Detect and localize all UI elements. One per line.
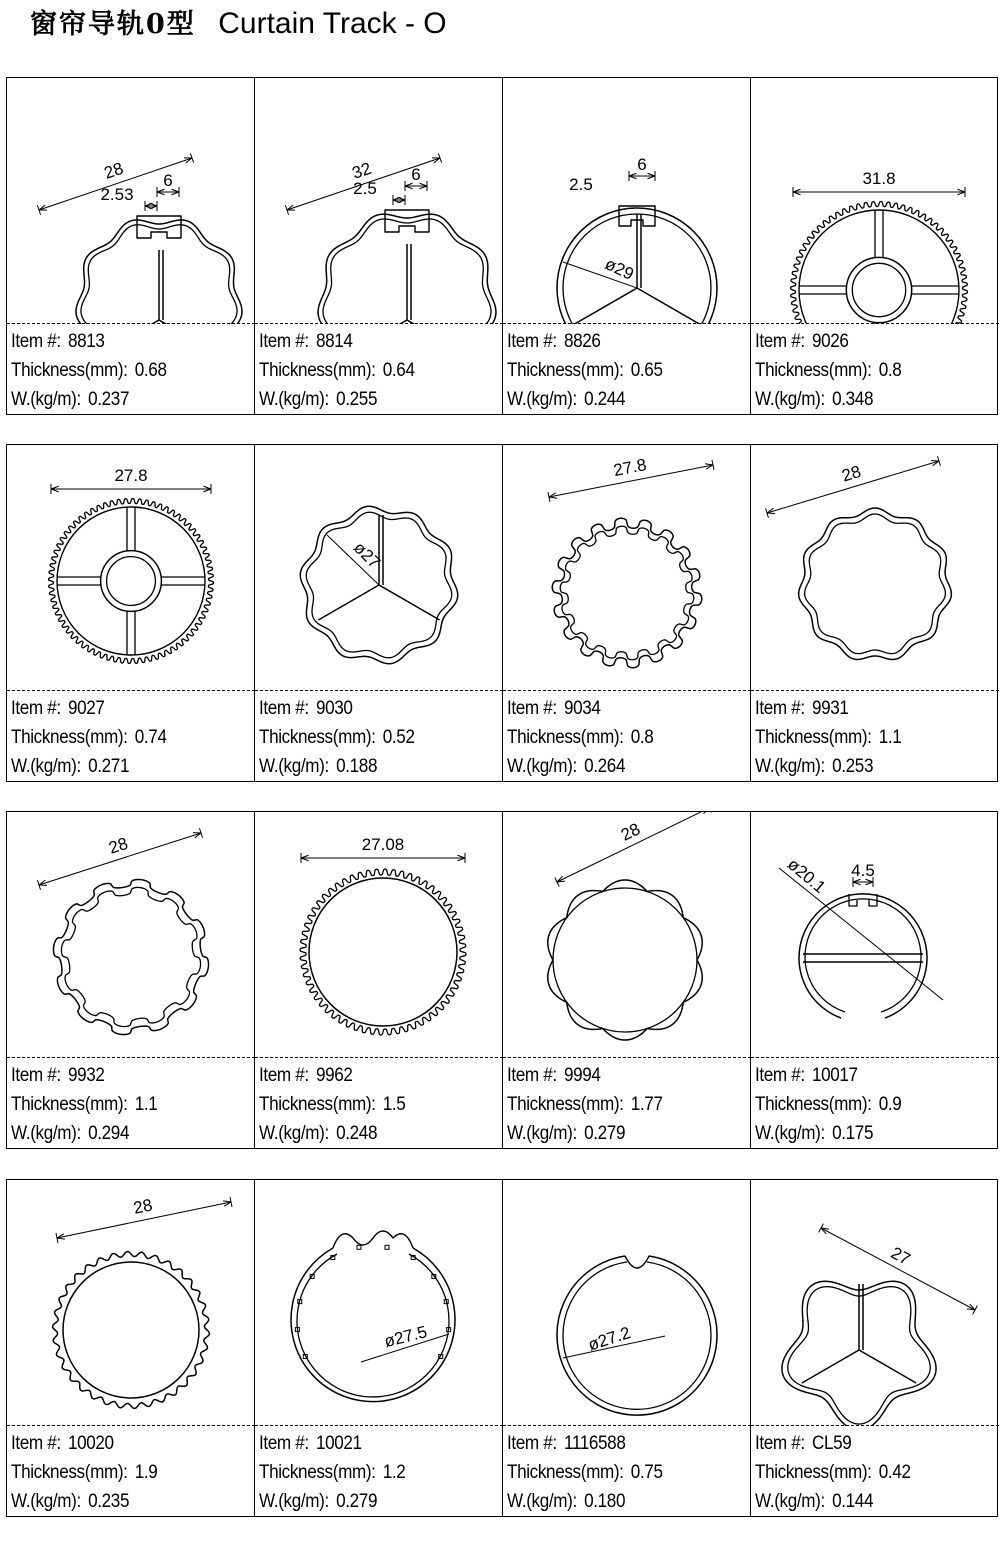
item-number-value: 8826: [563, 331, 601, 352]
thickness-value: 0.8: [878, 360, 902, 381]
item-number-label: Item #:: [11, 331, 61, 352]
item-number-line: [507, 694, 653, 723]
product-specs: [755, 1061, 901, 1148]
weight-label: W.(kg/m):: [507, 1123, 577, 1144]
dimension-diameter: ø27.5: [382, 1322, 430, 1352]
thickness-line: [11, 1458, 157, 1487]
weight-line: [755, 1487, 911, 1516]
dimension-diameter: 32: [349, 158, 374, 183]
item-number-label: Item #:: [507, 1433, 557, 1454]
product-card: [750, 444, 998, 782]
profile-drawing: [503, 445, 751, 691]
thickness-value: 0.52: [382, 727, 415, 748]
profile-drawing: [7, 812, 255, 1058]
thickness-value: 1.77: [630, 1094, 663, 1115]
product-card: [750, 77, 998, 415]
weight-label: W.(kg/m):: [11, 389, 81, 410]
profile-drawing: [7, 445, 255, 691]
item-number-line: [11, 1061, 157, 1090]
dimension-slot-width: 6: [163, 171, 173, 190]
weight-line: [259, 1119, 405, 1148]
dimension-slot-width: 6: [637, 155, 647, 174]
divider: [503, 1057, 751, 1058]
dimension-diameter: ø29: [602, 254, 637, 284]
weight-value: 0.235: [88, 1491, 130, 1512]
dimension-diameter: ø27: [349, 538, 384, 573]
dimension-diameter: 27.8: [611, 455, 649, 481]
item-number-line: [755, 694, 901, 723]
divider: [503, 690, 751, 691]
product-specs: [755, 327, 901, 414]
item-number-line: [11, 694, 167, 723]
thickness-value: 0.42: [878, 1462, 911, 1483]
weight-label: W.(kg/m):: [259, 389, 329, 410]
thickness-line: [755, 1458, 911, 1487]
product-specs: [11, 327, 167, 414]
catalog-row: [6, 77, 998, 415]
divider: [255, 1425, 503, 1426]
thickness-value: 0.9: [878, 1094, 902, 1115]
weight-label: W.(kg/m):: [11, 1123, 81, 1144]
thickness-label: Thickness(mm):: [11, 1462, 128, 1483]
weight-value: 0.237: [88, 389, 130, 410]
thickness-label: Thickness(mm):: [259, 727, 376, 748]
profile-drawing: [7, 78, 255, 324]
divider: [503, 1425, 751, 1426]
product-card: [750, 1179, 998, 1517]
item-number-label: Item #:: [259, 1433, 309, 1454]
item-number-line: [259, 1429, 405, 1458]
thickness-label: Thickness(mm):: [755, 360, 872, 381]
divider: [751, 323, 999, 324]
item-number-line: [507, 327, 663, 356]
product-specs: [755, 1429, 911, 1516]
thickness-line: [507, 356, 663, 385]
item-number-value: 9027: [67, 698, 105, 719]
thickness-value: 1.1: [134, 1094, 158, 1115]
product-specs: [11, 694, 167, 781]
thickness-value: 0.8: [630, 727, 654, 748]
thickness-line: [755, 1090, 901, 1119]
item-number-label: Item #:: [11, 1433, 61, 1454]
weight-line: [259, 1487, 405, 1516]
product-specs: [259, 1429, 405, 1516]
dimension-slot-offset: 2.5: [569, 175, 593, 194]
product-specs: [755, 694, 901, 781]
weight-label: W.(kg/m):: [259, 756, 329, 777]
item-number-line: [259, 327, 415, 356]
weight-line: [755, 1119, 901, 1148]
dimension-slot-offset: 2.53: [100, 185, 134, 204]
weight-value: 0.248: [336, 1123, 378, 1144]
weight-label: W.(kg/m):: [755, 756, 825, 777]
item-number-label: Item #:: [507, 698, 557, 719]
thickness-label: Thickness(mm):: [11, 1094, 128, 1115]
weight-line: [755, 752, 901, 781]
thickness-value: 0.68: [134, 360, 167, 381]
weight-label: W.(kg/m):: [507, 1491, 577, 1512]
item-number-value: 9030: [315, 698, 353, 719]
weight-value: 0.271: [88, 756, 130, 777]
item-number-line: [755, 1429, 911, 1458]
item-number-line: [507, 1429, 663, 1458]
item-number-label: Item #:: [11, 698, 61, 719]
weight-label: W.(kg/m):: [11, 1491, 81, 1512]
product-card: [254, 1179, 502, 1517]
item-number-label: Item #:: [755, 331, 805, 352]
weight-value: 0.253: [832, 756, 874, 777]
weight-value: 0.264: [584, 756, 626, 777]
weight-value: 0.244: [584, 389, 626, 410]
item-number-value: 8813: [67, 331, 105, 352]
dimension-diameter: 28: [106, 833, 131, 858]
thickness-line: [755, 723, 901, 752]
product-card: [254, 444, 502, 782]
divider: [255, 323, 503, 324]
thickness-label: Thickness(mm):: [755, 1462, 872, 1483]
thickness-value: 0.65: [630, 360, 663, 381]
thickness-value: 1.1: [878, 727, 902, 748]
divider: [7, 690, 255, 691]
profile-drawing: [7, 1180, 255, 1426]
dimension-diameter: 27.08: [361, 835, 405, 854]
thickness-line: [259, 356, 415, 385]
weight-value: 0.175: [832, 1123, 874, 1144]
weight-value: 0.144: [832, 1491, 874, 1512]
thickness-line: [11, 356, 167, 385]
product-card: [502, 77, 750, 415]
weight-label: W.(kg/m):: [755, 1491, 825, 1512]
item-number-value: 8814: [315, 331, 353, 352]
thickness-label: Thickness(mm):: [507, 1462, 624, 1483]
catalog-row: [6, 1179, 998, 1517]
weight-line: [507, 385, 663, 414]
profile-drawing: [503, 78, 751, 324]
profile-drawing: [255, 445, 503, 691]
thickness-value: 1.9: [134, 1462, 158, 1483]
product-card: [6, 1179, 254, 1517]
dimension-diameter: 28: [617, 819, 644, 845]
divider: [7, 1425, 255, 1426]
product-card: [254, 811, 502, 1149]
item-number-label: Item #:: [755, 1433, 805, 1454]
thickness-label: Thickness(mm):: [11, 360, 128, 381]
item-number-value: 9026: [811, 331, 849, 352]
dimension-diameter: 27.8: [114, 466, 148, 485]
thickness-label: Thickness(mm):: [11, 727, 128, 748]
weight-line: [11, 752, 167, 781]
product-card: [6, 77, 254, 415]
dimension-diameter: 31.8: [862, 169, 896, 188]
thickness-value: 0.74: [134, 727, 167, 748]
weight-label: W.(kg/m):: [507, 389, 577, 410]
product-specs: [507, 1429, 663, 1516]
product-specs: [11, 1429, 157, 1516]
dimension-diameter: 27: [887, 1243, 914, 1269]
item-number-line: [11, 1429, 157, 1458]
profile-drawing: [751, 78, 999, 324]
weight-line: [259, 752, 415, 781]
thickness-line: [259, 1090, 405, 1119]
thickness-label: Thickness(mm):: [755, 727, 872, 748]
product-specs: [259, 327, 415, 414]
weight-value: 0.188: [336, 756, 378, 777]
item-number-label: Item #:: [259, 1065, 309, 1086]
dimension-slot-width: 4.5: [851, 861, 875, 880]
thickness-label: Thickness(mm):: [259, 360, 376, 381]
weight-line: [755, 385, 901, 414]
thickness-line: [755, 356, 901, 385]
catalog-row: [6, 811, 998, 1149]
divider: [255, 1057, 503, 1058]
thickness-label: Thickness(mm):: [507, 727, 624, 748]
weight-label: W.(kg/m):: [259, 1491, 329, 1512]
thickness-value: 1.2: [382, 1462, 406, 1483]
profile-drawing: [751, 1180, 999, 1426]
thickness-value: 1.5: [382, 1094, 406, 1115]
item-number-label: Item #:: [755, 698, 805, 719]
thickness-value: 0.64: [382, 360, 415, 381]
item-number-value: 1116588: [563, 1433, 626, 1454]
product-specs: [259, 1061, 405, 1148]
product-specs: [507, 1061, 663, 1148]
weight-line: [11, 1119, 157, 1148]
weight-label: W.(kg/m):: [755, 1123, 825, 1144]
dimension-slot-offset: 2.5: [353, 179, 377, 198]
page-title: [30, 4, 447, 44]
weight-line: [259, 385, 415, 414]
weight-value: 0.348: [832, 389, 874, 410]
weight-value: 0.180: [584, 1491, 626, 1512]
profile-drawing: [255, 1180, 503, 1426]
profile-drawing: [503, 1180, 751, 1426]
item-number-label: Item #:: [259, 698, 309, 719]
item-number-line: [259, 1061, 405, 1090]
divider: [7, 323, 255, 324]
weight-line: [11, 1487, 157, 1516]
thickness-value: 0.75: [630, 1462, 663, 1483]
product-card: [502, 1179, 750, 1517]
product-card: [6, 444, 254, 782]
weight-label: W.(kg/m):: [11, 756, 81, 777]
product-card: [502, 444, 750, 782]
weight-line: [507, 1119, 663, 1148]
item-number-value: 9034: [563, 698, 601, 719]
weight-value: 0.279: [584, 1123, 626, 1144]
profile-drawing: [255, 812, 503, 1058]
item-number-value: 9931: [811, 698, 849, 719]
weight-label: W.(kg/m):: [755, 389, 825, 410]
item-number-label: Item #:: [507, 331, 557, 352]
item-number-line: [755, 1061, 901, 1090]
product-specs: [507, 694, 653, 781]
page-title-english: Curtain Track - O: [218, 7, 447, 40]
item-number-line: [259, 694, 415, 723]
divider: [255, 690, 503, 691]
thickness-label: Thickness(mm):: [259, 1462, 376, 1483]
item-number-value: 10021: [315, 1433, 362, 1454]
thickness-line: [11, 723, 167, 752]
item-number-value: 9994: [563, 1065, 601, 1086]
thickness-line: [507, 1090, 663, 1119]
product-card: [6, 811, 254, 1149]
product-specs: [259, 694, 415, 781]
product-specs: [507, 327, 663, 414]
item-number-value: CL59: [811, 1433, 852, 1454]
dimension-diameter: 28: [101, 158, 126, 183]
thickness-line: [11, 1090, 157, 1119]
weight-value: 0.294: [88, 1123, 130, 1144]
product-specs: [11, 1061, 157, 1148]
weight-value: 0.279: [336, 1491, 378, 1512]
item-number-label: Item #:: [259, 331, 309, 352]
profile-drawing: [751, 812, 999, 1058]
item-number-value: 10017: [811, 1065, 858, 1086]
item-number-label: Item #:: [507, 1065, 557, 1086]
thickness-label: Thickness(mm):: [507, 360, 624, 381]
item-number-line: [11, 327, 167, 356]
thickness-line: [507, 1458, 663, 1487]
dimension-diameter: ø20.1: [783, 854, 830, 898]
thickness-label: Thickness(mm):: [259, 1094, 376, 1115]
thickness-line: [259, 1458, 405, 1487]
weight-line: [11, 385, 167, 414]
divider: [503, 323, 751, 324]
product-card: [254, 77, 502, 415]
dimension-diameter: ø27.2: [585, 1323, 633, 1355]
product-card: [502, 811, 750, 1149]
item-number-value: 10020: [67, 1433, 114, 1454]
item-number-line: [507, 1061, 663, 1090]
profile-drawing: [503, 812, 751, 1058]
thickness-line: [259, 723, 415, 752]
catalog-row: [6, 444, 998, 782]
divider: [751, 690, 999, 691]
weight-value: 0.255: [336, 389, 378, 410]
divider: [7, 1057, 255, 1058]
weight-line: [507, 1487, 663, 1516]
item-number-value: 9932: [67, 1065, 105, 1086]
divider: [751, 1425, 999, 1426]
item-number-label: Item #:: [755, 1065, 805, 1086]
weight-label: W.(kg/m):: [259, 1123, 329, 1144]
profile-drawing: [751, 445, 999, 691]
thickness-label: Thickness(mm):: [507, 1094, 624, 1115]
divider: [751, 1057, 999, 1058]
dimension-diameter: 28: [839, 461, 864, 486]
page-title-chinese: 窗帘导轨0型: [30, 9, 196, 40]
dimension-slot-width: 6: [411, 165, 421, 184]
item-number-value: 9962: [315, 1065, 353, 1086]
weight-line: [507, 752, 653, 781]
thickness-line: [507, 723, 653, 752]
item-number-line: [755, 327, 901, 356]
weight-label: W.(kg/m):: [507, 756, 577, 777]
thickness-label: Thickness(mm):: [755, 1094, 872, 1115]
item-number-label: Item #:: [11, 1065, 61, 1086]
profile-drawing: [255, 78, 503, 324]
dimension-diameter: 28: [131, 1195, 155, 1218]
product-card: [750, 811, 998, 1149]
